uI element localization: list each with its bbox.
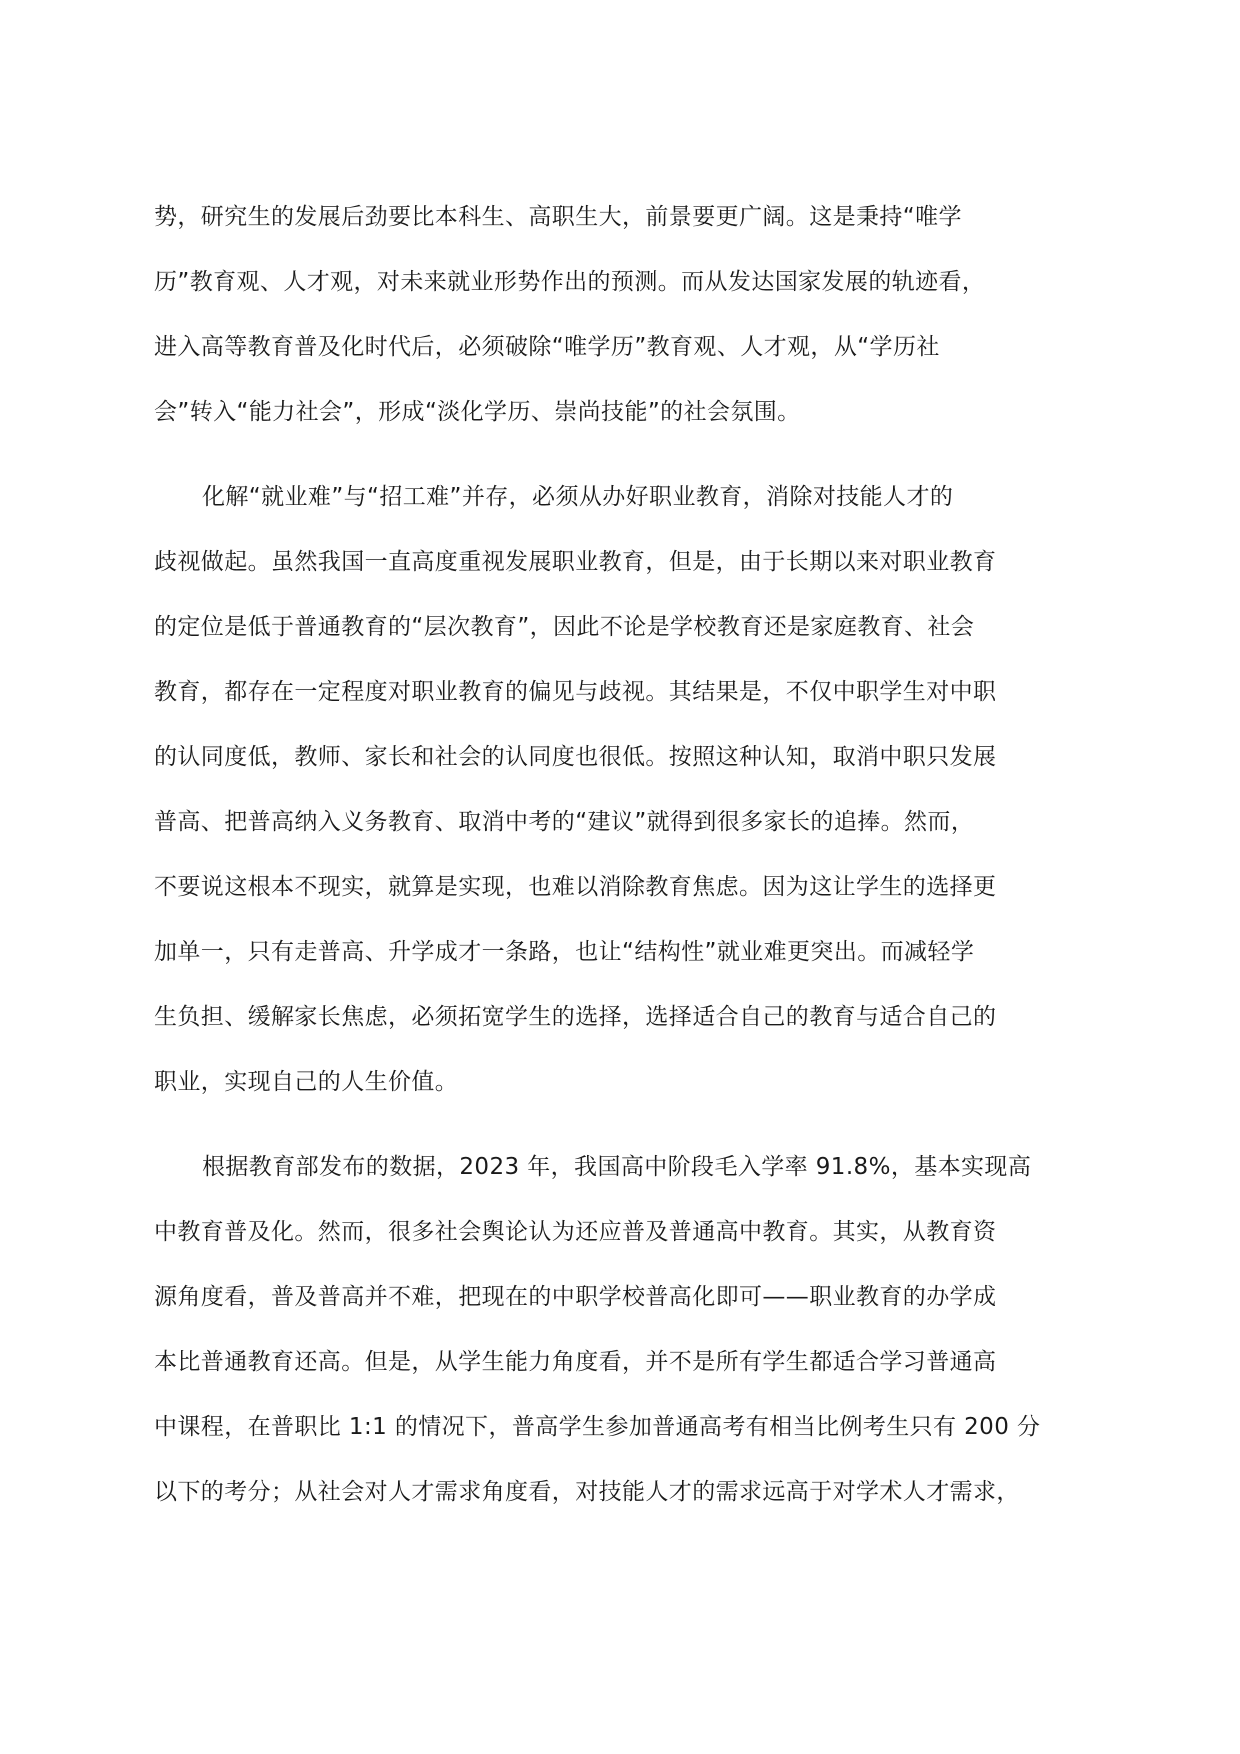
paragraph-2 [154, 465, 1080, 1115]
paragraph-3 [154, 1135, 1080, 1525]
text-line: 不要说这根本不现实，就算是实现，也难以消除教育焦虑。因为这让学生的选择更 [154, 874, 997, 900]
text-line: 历”教育观、人才观，对未来就业形势作出的预测。而从发达国家发展的轨迹看， [154, 269, 986, 295]
text-line: 以下的考分；从社会对人才需求角度看，对技能人才的需求远高于对学术人才需求， [154, 1479, 1020, 1505]
text-line: 的定位是低于普通教育的“层次教育”，因此不论是学校教育还是家庭教育、社会 [154, 614, 975, 640]
text-line: 加单一，只有走普高、升学成才一条路，也让“结构性”就业难更突出。而减轻学 [154, 939, 975, 965]
text-line: 生负担、缓解家长焦虑，必须拓宽学生的选择，选择适合自己的教育与适合自己的 [154, 1004, 997, 1030]
text-line: 会”转入“能力社会”，形成“淡化学历、崇尚技能”的社会氛围。 [154, 399, 801, 425]
text-line: 化解“就业难”与“招工难”并存，必须从办好职业教育，消除对技能人才的 [202, 484, 954, 510]
text-line: 源角度看，普及普高并不难，把现在的中职学校普高化即可——职业教育的办学成 [154, 1284, 997, 1310]
text-line: 根据教育部发布的数据，2023 年，我国高中阶段毛入学率 91.8%，基本实现高 [202, 1154, 1032, 1180]
text-line: 进入高等教育普及化时代后，必须破除“唯学历”教育观、人才观，从“学历社 [154, 334, 940, 360]
text-line: 歧视做起。虽然我国一直高度重视发展职业教育，但是，由于长期以来对职业教育 [154, 549, 997, 575]
text-line: 普高、把普高纳入义务教育、取消中考的“建议”就得到很多家长的追捧。然而， [154, 809, 975, 835]
text-line: 职业，实现自己的人生价值。 [154, 1069, 459, 1095]
text-line: 势，研究生的发展后劲要比本科生、高职生大，前景要更广阔。这是秉持“唯学 [154, 204, 962, 230]
paragraph-1 [154, 185, 1080, 445]
text-line: 的认同度低，教师、家长和社会的认同度也很低。按照这种认知，取消中职只发展 [154, 744, 997, 770]
text-line: 本比普通教育还高。但是，从学生能力角度看，并不是所有学生都适合学习普通高 [154, 1349, 997, 1375]
document-body [154, 185, 1080, 1525]
text-line: 教育，都存在一定程度对职业教育的偏见与歧视。其结果是，不仅中职学生对中职 [154, 679, 997, 705]
text-line: 中课程，在普职比 1:1 的情况下，普高学生参加普通高考有相当比例考生只有 200 分 [154, 1414, 1041, 1440]
text-line: 中教育普及化。然而，很多社会舆论认为还应普及普通高中教育。其实，从教育资 [154, 1219, 997, 1245]
